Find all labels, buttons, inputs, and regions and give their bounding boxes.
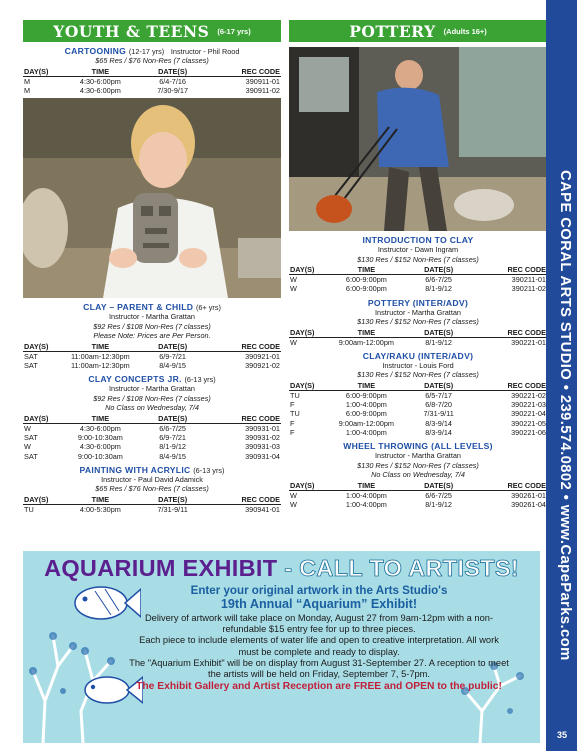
painting-acrylic-section — [23, 465, 281, 514]
wheel-throwing-section — [289, 441, 547, 509]
call-to-artists-text: - CALL TO ARTISTS! — [277, 555, 519, 581]
table-cell: 11:00am-12:30pm — [71, 351, 130, 361]
page-number: 35 — [556, 730, 567, 740]
table-cell: 7/31-9/11 — [157, 504, 188, 514]
table-cell: 9:00am-12:00pm — [338, 418, 394, 428]
delivery-paragraph: Delivery of artwork will take place on Monday, August 27 from 9am-12pm with a non-refundable $15 entry fee for up to three pieces. — [144, 613, 494, 635]
table-cell: 8/1-9/12 — [159, 442, 186, 452]
table-cell: 6/8-7/20 — [425, 400, 452, 410]
table-cell: 390921-01 — [245, 351, 280, 361]
table-cell: 390221-03 — [511, 400, 546, 410]
table-row — [23, 452, 281, 461]
column-header: TIME — [64, 342, 136, 352]
table-cell: 1:00-4:00pm — [345, 490, 387, 500]
photo-illustration — [23, 98, 281, 298]
table-cell: W — [290, 275, 297, 284]
column-header: REC CODE — [209, 414, 281, 424]
aquarium-banner-body — [128, 584, 510, 693]
table-cell: 6/5-7/17 — [425, 390, 452, 400]
column-header: DAY(S) — [289, 381, 330, 391]
table-cell: 390931-01 — [245, 423, 280, 433]
aquarium-exhibit-text: AQUARIUM EXHIBIT — [44, 555, 278, 581]
wheel-instructor: Instructor - Martha Grattan — [375, 451, 461, 461]
clay-jr-note: No Class on Wednesday, 7/4 — [105, 403, 199, 413]
free-open-public-line: The Exhibit Gallery and Artist Reception are FREE and OPEN to the public! — [136, 681, 502, 693]
pottery-age: (Adults 16+) — [443, 26, 487, 36]
column-header: DAY(S) — [23, 342, 64, 352]
table-cell: 6:00-9:00pm — [345, 409, 387, 419]
youth-teens-title: YOUTH & TEENS — [53, 21, 210, 41]
table-row — [23, 504, 281, 514]
annual-exhibit-line: 19th Annual “Aquarium” Exhibit! — [220, 597, 418, 611]
table-header-row — [23, 414, 281, 424]
table-row — [289, 275, 547, 285]
clay-concepts-jr-section — [23, 374, 281, 461]
table-cell: 4:00-5:30pm — [79, 504, 121, 514]
table-cell: 9:00-10:30am — [77, 451, 123, 461]
table-row — [289, 337, 547, 347]
table-cell: 6/4-7/16 — [159, 76, 186, 86]
pottery-header — [289, 20, 547, 42]
pottery-title: POTTERY — [349, 21, 436, 41]
raku-photo-illustration — [289, 47, 547, 231]
table-cell: M — [24, 76, 31, 86]
table-cell: 390221-05 — [511, 418, 546, 428]
table-cell: F — [290, 400, 295, 410]
right-sidebar — [546, 0, 577, 751]
table-cell: 8/3-9/14 — [425, 428, 452, 438]
table-row — [23, 351, 281, 361]
intro-clay-section — [289, 235, 547, 294]
column-header: DATE(S) — [137, 342, 209, 352]
table-cell: 6/6-7/25 — [425, 275, 452, 284]
table-row — [23, 423, 281, 433]
table-header-row — [289, 481, 547, 491]
table-row — [289, 400, 547, 409]
column-header: REC CODE — [209, 342, 281, 352]
table-row — [23, 433, 281, 442]
clay-raku-instructor: Instructor - Louis Ford — [382, 360, 454, 370]
clay-raku-schedule-table — [289, 381, 547, 437]
table-cell: 6:00-9:00pm — [345, 275, 387, 284]
table-header-row — [289, 381, 547, 391]
table-row — [289, 490, 547, 500]
column-header: REC CODE — [475, 265, 547, 275]
table-header-row — [23, 67, 281, 77]
girl-with-clay-mask-photo — [23, 98, 281, 298]
clay-raku-title: CLAY/RAKU (INTER/ADV) — [362, 350, 474, 361]
table-cell: 390911-02 — [245, 85, 280, 95]
table-row — [289, 500, 547, 509]
column-header: DAY(S) — [289, 328, 330, 338]
table-cell: 6:00-9:00pm — [345, 390, 387, 400]
pottery-inter-instructor: Instructor - Martha Grattan — [375, 307, 461, 317]
table-cell: SAT — [24, 360, 38, 370]
painting-title: PAINTING WITH ACRYLIC — [79, 464, 191, 475]
table-header-row — [23, 342, 281, 352]
cartooning-ages: (12-17 yrs) — [128, 47, 165, 56]
column-header: DAY(S) — [23, 495, 64, 505]
column-header: DATE(S) — [403, 265, 475, 275]
display-dates-paragraph: The "Aquarium Exhibit" will be on display from August 31-September 27. A reception to meet the artists will be held on Friday, September 7, 5-7pm. — [129, 657, 509, 680]
painting-instructor: Instructor - Paul David Adamick — [101, 474, 203, 484]
clay-parent-price: $92 Res / $108 Non-Res (7 classes) — [93, 321, 211, 331]
table-row — [289, 284, 547, 293]
table-cell: 7/30-9/17 — [157, 85, 189, 95]
column-header: REC CODE — [475, 381, 547, 391]
table-cell: 390941-01 — [245, 504, 280, 514]
table-row — [23, 76, 281, 86]
wheel-price: $130 Res / $152 Non-Res (7 classes) — [357, 460, 479, 470]
table-cell: TU — [290, 390, 300, 400]
table-cell: 8/1-9/12 — [425, 284, 452, 294]
table-cell: W — [290, 284, 297, 294]
table-cell: 4:30-6:00pm — [79, 85, 121, 95]
table-cell: W — [290, 490, 297, 500]
clay-jr-title: CLAY CONCEPTS JR. — [88, 374, 182, 385]
table-cell: 8/1-9/12 — [425, 500, 452, 510]
column-header: TIME — [330, 328, 402, 338]
wheel-schedule-table — [289, 481, 547, 510]
pottery-column — [289, 20, 547, 509]
table-cell: 9:00am-12:00pm — [338, 337, 394, 347]
aquarium-exhibit-banner — [23, 551, 540, 743]
clay-parent-schedule-table — [23, 342, 281, 371]
table-header-row — [289, 265, 547, 275]
cartooning-instructor: Instructor - Phil Rood — [170, 47, 240, 56]
column-header: TIME — [330, 481, 402, 491]
clay-parent-note: Please Note: Prices are Per Person. — [93, 331, 211, 341]
pottery-inter-schedule-table — [289, 328, 547, 347]
column-header: DATE(S) — [403, 381, 475, 391]
intro-clay-title: INTRODUCTION TO CLAY — [362, 235, 474, 245]
table-cell: 11:00am-12:30pm — [71, 360, 130, 370]
table-cell: 8/3-9/14 — [425, 418, 452, 428]
table-cell: TU — [290, 409, 300, 419]
table-cell: 8/1-9/12 — [425, 337, 452, 347]
pottery-inter-section — [289, 298, 547, 347]
table-header-row — [289, 328, 547, 338]
table-cell: 9:00-10:30am — [77, 432, 123, 442]
column-header: DATE(S) — [403, 481, 475, 491]
painting-schedule-table — [23, 495, 281, 514]
table-cell: 390211-02 — [511, 284, 546, 294]
pottery-inter-title: POTTERY (INTER/ADV) — [367, 297, 469, 308]
aquarium-banner-title — [23, 555, 540, 582]
table-cell: W — [290, 500, 297, 510]
table-cell: 390921-02 — [245, 360, 280, 370]
intro-clay-instructor: Instructor - Dawn Ingram — [377, 245, 459, 254]
requirements-paragraph: Each piece to include elements of water life and open to creative interpretation. All work must be complete and ready to display. — [139, 635, 499, 657]
clay-parent-instructor: Instructor - Martha Grattan — [109, 312, 195, 322]
column-header: DAY(S) — [23, 414, 64, 424]
clay-jr-schedule-table — [23, 414, 281, 461]
table-cell: 390911-01 — [245, 76, 280, 86]
intro-clay-schedule-table — [289, 265, 547, 294]
clay-raku-price: $130 Res / $152 Non-Res (7 classes) — [357, 370, 479, 380]
table-cell: 4:30-6:00pm — [79, 76, 121, 86]
column-header: DATE(S) — [137, 414, 209, 424]
wheel-title: WHEEL THROWING (ALL LEVELS) — [343, 441, 493, 452]
table-cell: 390261-04 — [511, 500, 546, 510]
column-header: REC CODE — [475, 481, 547, 491]
column-header: TIME — [64, 67, 136, 77]
column-header: TIME — [330, 381, 402, 391]
clay-jr-instructor: Instructor - Martha Grattan — [109, 384, 195, 394]
clay-parent-title: CLAY – PARENT & CHILD — [83, 302, 194, 313]
clay-parent-child-section — [23, 302, 281, 370]
column-header: DAY(S) — [289, 481, 330, 491]
cartooning-title: CARTOONING — [64, 46, 127, 56]
column-header: REC CODE — [209, 67, 281, 77]
table-cell: 8/4-9/15 — [159, 451, 186, 461]
cartooning-section — [23, 46, 281, 95]
table-row — [289, 419, 547, 428]
table-cell: 390931-04 — [245, 451, 280, 461]
clay-jr-price: $92 Res / $108 Non-Res (7 classes) — [93, 393, 211, 403]
pottery-inter-price: $130 Res / $152 Non-Res (7 classes) — [357, 317, 479, 327]
column-header: DATE(S) — [137, 67, 209, 77]
cartooning-schedule-table — [23, 67, 281, 96]
table-header-row — [23, 495, 281, 505]
table-cell: W — [24, 423, 31, 433]
column-header: DATE(S) — [137, 495, 209, 505]
sidebar-contact-text: CAPE CORAL ARTS STUDIO • 239.574.0802 • www.CapeParks.com — [557, 170, 573, 661]
enter-artwork-line: Enter your original artwork in the Arts Studio's — [190, 584, 448, 597]
table-cell: 4:30-6:00pm — [79, 423, 121, 433]
table-cell: 1:00-4:00pm — [345, 400, 387, 410]
table-cell: 390261-01 — [511, 490, 546, 500]
table-cell: M — [24, 85, 31, 95]
table-cell: 7/31-9/11 — [423, 409, 454, 419]
table-cell: 6:00-9:00pm — [345, 284, 387, 294]
table-cell: 390221-06 — [511, 428, 546, 438]
table-cell: 4:30-6:00pm — [79, 442, 121, 452]
table-row — [23, 442, 281, 451]
youth-teens-header — [23, 20, 281, 42]
youth-teens-age: (6-17 yrs) — [217, 26, 251, 36]
table-cell: TU — [24, 504, 34, 514]
cartooning-price: $65 Res / $76 Non-Res (7 classes) — [95, 56, 209, 65]
column-header: DAY(S) — [289, 265, 330, 275]
table-cell: 8/4-9/15 — [159, 360, 186, 370]
column-header: REC CODE — [475, 328, 547, 338]
column-header: TIME — [64, 495, 136, 505]
table-cell: 390931-03 — [245, 442, 280, 452]
column-header: TIME — [330, 265, 402, 275]
wheel-note: No Class on Wednesday, 7/4 — [371, 470, 465, 480]
table-cell: 1:00-4:00pm — [345, 428, 387, 438]
painting-price: $65 Res / $76 Non-Res (7 classes) — [95, 484, 209, 494]
intro-clay-price: $130 Res / $152 Non-Res (7 classes) — [357, 254, 479, 264]
clay-raku-section — [289, 351, 547, 437]
clay-jr-ages: (6-13 yrs) — [184, 375, 216, 385]
table-cell: SAT — [24, 432, 38, 442]
table-cell: 1:00-4:00pm — [345, 500, 387, 510]
column-header: REC CODE — [209, 495, 281, 505]
table-cell: F — [290, 428, 295, 438]
table-row — [289, 390, 547, 400]
table-cell: 390221-01 — [511, 337, 546, 347]
painting-ages: (6-13 yrs) — [193, 465, 225, 475]
table-cell: 390221-04 — [511, 409, 546, 419]
table-row — [289, 409, 547, 418]
table-cell: 6/6-7/25 — [159, 423, 186, 433]
table-row — [23, 361, 281, 370]
table-cell: 6/9-7/21 — [159, 351, 186, 361]
column-header: DATE(S) — [403, 328, 475, 338]
table-cell: 390931-02 — [245, 432, 280, 442]
table-cell: 6/6-7/25 — [425, 490, 452, 500]
column-header: DAY(S) — [23, 67, 64, 77]
youth-teens-column — [23, 20, 281, 514]
table-cell: 390221-02 — [511, 390, 546, 400]
column-header: TIME — [64, 414, 136, 424]
raku-firing-photo — [289, 47, 547, 231]
table-cell: SAT — [24, 351, 38, 361]
table-cell: 390211-01 — [511, 275, 546, 284]
table-cell: W — [24, 442, 31, 452]
clay-parent-ages: (6+ yrs) — [196, 303, 221, 313]
table-cell: F — [290, 418, 295, 428]
table-cell: W — [290, 337, 297, 347]
table-row — [289, 428, 547, 437]
table-cell: SAT — [24, 451, 38, 461]
table-row — [23, 86, 281, 95]
table-cell: 6/9-7/21 — [159, 432, 186, 442]
